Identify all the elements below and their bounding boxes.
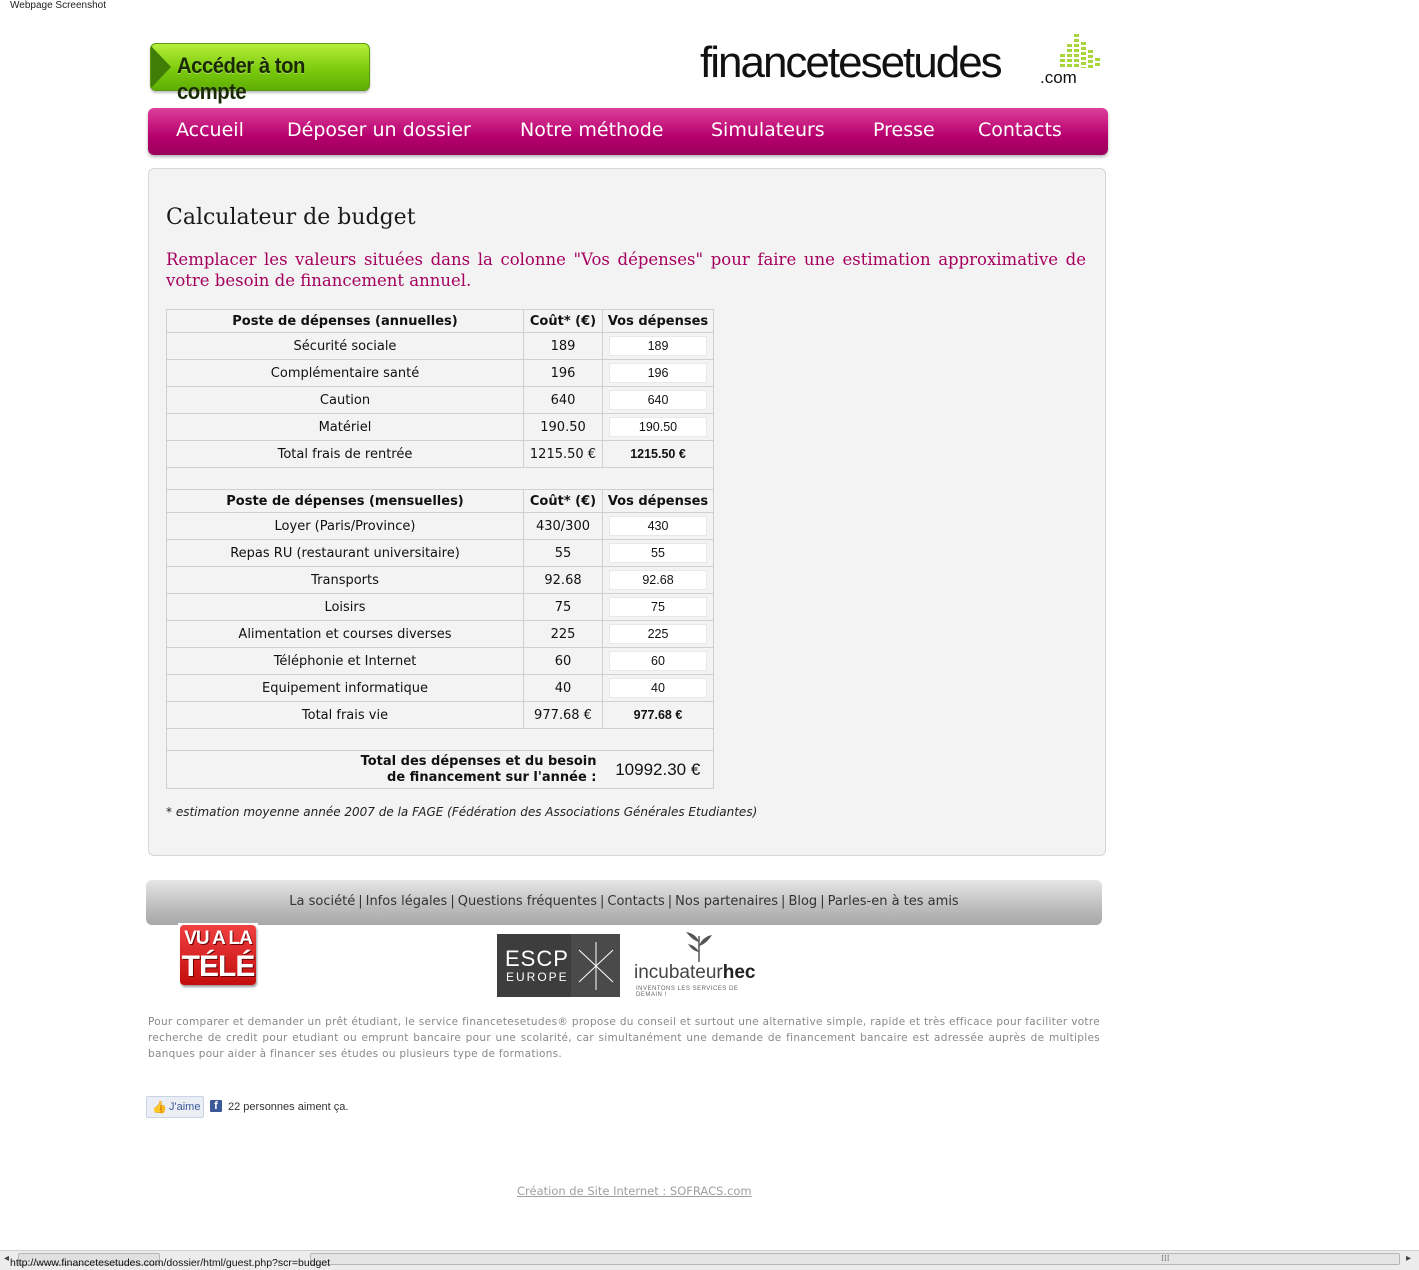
nav-notre-methode[interactable]: Notre méthode	[520, 119, 664, 141]
status-bar	[0, 1250, 1419, 1270]
grand-total-value: 10992.30 €	[603, 751, 714, 789]
row-cost: 640	[524, 387, 603, 414]
horizontal-scrollbar[interactable]	[310, 1253, 1400, 1265]
sprout-icon	[684, 930, 714, 962]
facebook-like-label: J'aime	[169, 1101, 201, 1113]
account-access-button[interactable]	[150, 43, 370, 104]
escp-star-icon	[575, 942, 617, 990]
footer-link-faq[interactable]: Questions fréquentes	[457, 894, 598, 909]
table-row	[167, 333, 714, 360]
row-cost: 225	[524, 621, 603, 648]
monthly-header-yours: Vos dépenses	[603, 490, 714, 513]
monthly-total-label: Total frais vie	[167, 702, 524, 729]
spacer-row	[167, 468, 714, 490]
expense-input-alimentation[interactable]	[609, 624, 707, 644]
row-label: Loyer (Paris/Province)	[167, 513, 524, 540]
status-url: http://www.financetesetudes.com/dossier/html/guest.php?scr=budget	[10, 1257, 331, 1269]
logo-suffix: .com	[1040, 68, 1077, 87]
monthly-total-row	[167, 702, 714, 729]
annual-total-value: 1215.50 €	[603, 441, 714, 468]
facebook-icon: f	[210, 1100, 222, 1112]
grand-total-label-line2: de financement sur l'année :	[387, 769, 597, 785]
annual-header-yours: Vos dépenses	[603, 310, 714, 333]
footnote: * estimation moyenne année 2007 de la FAGE (Fédération des Associations Générales Etudiantes)	[166, 805, 758, 819]
tv-badge-icon	[180, 925, 256, 985]
annual-total-label: Total frais de rentrée	[167, 441, 524, 468]
incub-tagline: INVENTONS LES SERVICES DE DEMAIN !	[636, 986, 739, 998]
footer-link-contacts[interactable]: Contacts	[607, 894, 665, 909]
nav-accueil[interactable]: Accueil	[176, 119, 244, 141]
account-access-label: Accéder à ton compte	[177, 53, 305, 104]
intro-text: Remplacer les valeurs situées dans la colonne "Vos dépenses" pour faire une estimation approximative de votre besoin de financement annuel.	[166, 250, 1086, 290]
facebook-like-count: 22 personnes aiment ça.	[228, 1101, 349, 1113]
footer-links: La société | Infos légales | Questions fréquentes | Contacts | Nos partenaires | Blog | Parles-en à tes amis	[289, 894, 959, 909]
grand-total-label	[167, 751, 603, 789]
annual-header-cost: Coût* (€)	[524, 310, 603, 333]
expense-input-transports[interactable]	[609, 570, 707, 590]
seo-description: Pour comparer et demander un prêt étudiant, le service financetesetudes® propose du conseil et surtout une alternative simple, rapide et très efficace pour faciliter votre recherche de credit pour etudiant ou emprunt bancaire pour une scolarité, car simultanément une demande de financement bancaire est adressée auprès de multiples banques pour aider à financer ses études ou plusieurs type de formations.	[148, 1016, 1100, 1060]
incub-name: incubateurhec	[634, 962, 756, 983]
annual-total-cost: 1215.50 €	[524, 441, 603, 468]
row-label: Matériel	[167, 414, 524, 441]
expense-input-telephonie[interactable]	[609, 651, 707, 671]
screenshot-caption: Webpage Screenshot	[10, 0, 106, 11]
incubateur-hec-logo[interactable]	[634, 930, 764, 996]
row-cost: 75	[524, 594, 603, 621]
budget-table	[166, 309, 714, 789]
nav-simulateurs[interactable]: Simulateurs	[711, 119, 825, 141]
monthly-total-cost: 977.68 €	[524, 702, 603, 729]
vu-a-la-tele-badge[interactable]	[178, 923, 258, 987]
row-label: Caution	[167, 387, 524, 414]
row-label: Sécurité sociale	[167, 333, 524, 360]
spacer-row	[167, 729, 714, 751]
table-row	[167, 594, 714, 621]
row-label: Transports	[167, 567, 524, 594]
table-row	[167, 675, 714, 702]
calculator-panel	[148, 168, 1106, 856]
footer-link-share[interactable]: Parles-en à tes amis	[827, 894, 959, 909]
row-label: Alimentation et courses diverses	[167, 621, 524, 648]
row-cost: 92.68	[524, 567, 603, 594]
thumbs-up-icon: 👍	[152, 1100, 167, 1114]
scroll-right-icon[interactable]: ▸	[1406, 1253, 1412, 1264]
tele-line1: VU A LA	[184, 928, 252, 949]
table-row	[167, 360, 714, 387]
annual-header-row	[167, 310, 714, 333]
scrollbar-grip-icon: ⁞⁞⁞	[1161, 1254, 1170, 1264]
grand-total-row	[167, 751, 714, 789]
expense-input-caution[interactable]	[609, 390, 707, 410]
row-cost: 190.50	[524, 414, 603, 441]
play-arrow-icon	[151, 46, 171, 88]
row-label: Repas RU (restaurant universitaire)	[167, 540, 524, 567]
monthly-header-row	[167, 490, 714, 513]
table-row	[167, 648, 714, 675]
table-row	[167, 567, 714, 594]
scroll-left-icon[interactable]: ◂	[4, 1253, 10, 1264]
logo-wordmark: financetesetudes	[700, 38, 1001, 87]
nav-presse[interactable]: Presse	[873, 119, 935, 141]
row-label: Loisirs	[167, 594, 524, 621]
escp-line1: ESCP	[505, 946, 569, 971]
site-credit-link[interactable]: Création de Site Internet : SOFRACS.com	[517, 1184, 752, 1198]
expense-input-loisirs[interactable]	[609, 597, 707, 617]
row-label: Complémentaire santé	[167, 360, 524, 387]
annual-total-row	[167, 441, 714, 468]
row-cost: 196	[524, 360, 603, 387]
table-row	[167, 387, 714, 414]
row-label: Téléphonie et Internet	[167, 648, 524, 675]
footer-links-bar	[146, 880, 1102, 925]
expense-input-complementaire-sante[interactable]	[609, 363, 707, 383]
escp-europe-logo[interactable]	[497, 934, 620, 997]
row-cost: 40	[524, 675, 603, 702]
tele-line2: TÉLÉ	[181, 950, 255, 983]
facebook-like-button[interactable]	[146, 1096, 204, 1118]
footer-link-societe[interactable]: La société	[289, 894, 356, 909]
row-cost: 430/300	[524, 513, 603, 540]
table-row	[167, 513, 714, 540]
table-row	[167, 621, 714, 648]
monthly-header-label: Poste de dépenses (mensuelles)	[167, 490, 524, 513]
expense-input-securite-sociale[interactable]	[609, 336, 707, 356]
footer-link-infos-legales[interactable]: Infos légales	[365, 894, 448, 909]
footer-link-partenaires[interactable]: Nos partenaires	[675, 894, 779, 909]
equalizer-bars-icon	[1060, 32, 1100, 68]
monthly-header-cost: Coût* (€)	[524, 490, 603, 513]
table-row	[167, 540, 714, 567]
site-logo[interactable]	[700, 30, 1100, 92]
expense-input-equipement[interactable]	[609, 678, 707, 698]
nav-deposer-dossier[interactable]: Déposer un dossier	[287, 119, 471, 141]
row-cost: 60	[524, 648, 603, 675]
annual-header-label: Poste de dépenses (annuelles)	[167, 310, 524, 333]
footer-link-blog[interactable]: Blog	[788, 894, 818, 909]
row-cost: 55	[524, 540, 603, 567]
grand-total-label-line1: Total des dépenses et du besoin	[360, 753, 597, 769]
row-label: Equipement informatique	[167, 675, 524, 702]
main-navigation	[148, 108, 1108, 155]
monthly-total-value: 977.68 €	[603, 702, 714, 729]
expense-input-loyer[interactable]	[609, 516, 707, 536]
row-cost: 189	[524, 333, 603, 360]
expense-input-repas-ru[interactable]	[609, 543, 707, 563]
expense-input-materiel[interactable]	[609, 417, 707, 437]
escp-line2: EUROPE	[506, 970, 569, 984]
page-title: Calculateur de budget	[166, 205, 416, 230]
nav-contacts[interactable]: Contacts	[978, 119, 1062, 141]
table-row	[167, 414, 714, 441]
